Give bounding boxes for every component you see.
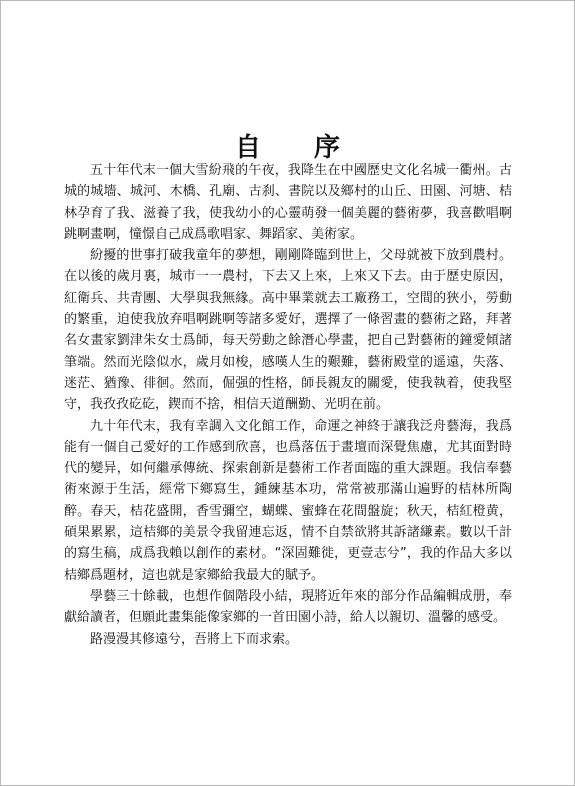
paragraph-5: 路漫漫其修遠兮，吾將上下而求索。 [90, 631, 299, 647]
paragraph-1: 五十年代末一個大雪紛飛的午夜，我降生在中國歷史文化名城一衢州。古城的城墻、城河、木橋、孔廟、古刹、書院以及鄉村的山丘、田園、河塘、桔林孕育了我、滋養了我，使我幼小的心靈萌發一個美麗的藝術夢，我喜歡唱啊跳啊畫啊，憧憬自己成爲歌唱家、舞蹈家、美術家。 [64, 163, 512, 242]
paragraph-2: 紛擾的世事打破我童年的夢想，剛剛降臨到世上，父母就被下放到農村。在以後的歲月裏，城市一一農村，下去又上來，上來又下去。由于歷史原因，紅衛兵、共青團、大學與我無緣。高中畢業就去工廠務工，空間的狹小，勞動的繁重，迫使我放弃唱啊跳啊等諸多愛好，選擇了一條習畫的藝術之路，拜著名女畫家劉津朱女士爲師，每天勞動之餘潛心學畫，把自己對藝術的鐘愛傾諸筆端。然而光陰似水，歲月如梭，感嘆人生的艱難，藝術殿堂的遥遠，失落、迷茫、猶豫、徘徊。然而，倔强的性格，師長親友的關愛，使我執着，使我堅守，我孜孜矻矻，鍥而不捨，相信天道酬勤、光明在前。 [64, 248, 512, 413]
page-title: 自 序 [234, 133, 363, 164]
paragraph-4: 學藝三十餘載，也想作個階段小結，現將近年來的部分作品編輯成册，奉獻給讀者，但願此畫集能像家鄉的一首田園小詩，給人以親切、溫馨的感受。 [64, 588, 512, 626]
preface-body [64, 160, 512, 650]
paragraph-3: 九十年代末，我有幸調入文化館工作，命運之神終于讓我泛舟藝海，我爲能有一個自己愛好的工作感到欣喜，也爲落伍于畫壇而深覺焦慮，尤其面對時代的變异，如何繼承傳統、探索創新是藝術工作者面臨的重大課題。我信奉藝術來源于生活，經常下鄉寫生，鍾練基本功，常常被那滿山遍野的桔林所陶醉。春天，桔花盛開，香雪彌空，蝴蝶、蜜蜂在花間盤旋；秋天，桔紅橙黄，碩果累累，這桔鄉的美景令我留連忘返，情不自禁欲將其訴諸縑素。數以千計的寫生稿，成爲我賴以創作的素材。“深固難徙，更壹志兮”，我的作品大多以桔鄉爲題材，這也就是家鄉給我最大的賦予。 [64, 418, 512, 583]
